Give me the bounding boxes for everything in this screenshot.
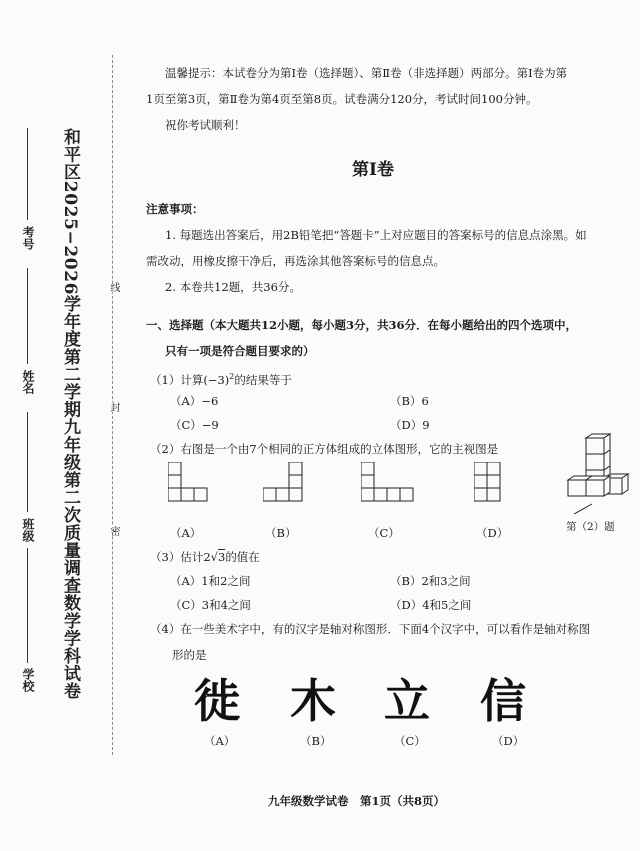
q4-label-c: （C） (394, 734, 426, 748)
seal-char-mi: 密 (108, 526, 119, 536)
tip-line-1: 温馨提示：本试卷分为第Ⅰ卷（选择题）、第Ⅱ卷（非选择题）两部分。第Ⅰ卷为第 (165, 66, 568, 80)
field-exam-no-label: 考号 (21, 226, 35, 250)
q4-char-d: 信 (480, 674, 526, 728)
q2-option-d-label: （D） (476, 526, 509, 540)
seal-char-xian: 线 (108, 282, 119, 292)
q2-option-b-view (263, 462, 303, 522)
q4-char-a: 徙 (194, 674, 240, 728)
field-name-label: 姓名 (21, 370, 35, 394)
q2-solid-figure (562, 432, 634, 514)
q1-option-a: （A）−6 (170, 394, 219, 408)
notes-item-1-line-1: 1. 每题选出答案后，用2B铅笔把“答题卡”上对应题目的答案标号的信息点涂黑。如 (165, 228, 587, 242)
q4-stem-line-2: 形的是 (172, 648, 207, 662)
field-name-line (27, 268, 28, 364)
q3-option-d: （D）4和5之间 (390, 598, 472, 612)
q2-option-c-label: （C） (368, 526, 400, 540)
field-class-label: 班级 (21, 518, 35, 542)
q3-option-b: （B）2和3之间 (390, 574, 471, 588)
q1-stem: （1）计算$(-3)^2$的结果等于 (150, 372, 292, 387)
wish-text: 祝你考试顺利！ (165, 118, 246, 132)
tip-line-2: 1页至第3页，第Ⅱ卷为第4页至第8页。试卷满分120分，考试时间100分钟。 (146, 92, 538, 106)
q4-char-c: 立 (384, 674, 430, 728)
q4-label-a: （A） (204, 734, 236, 748)
section-title: 第Ⅰ卷 (352, 160, 394, 180)
notes-heading: 注意事项： (146, 202, 204, 216)
q4-label-b: （B） (300, 734, 332, 748)
q2-option-d-view (474, 462, 514, 522)
q1-expression: $(-3)^2$ (203, 372, 235, 387)
q2-option-a-label: （A） (170, 526, 202, 540)
q2-stem: （2）右图是一个由7个相同的正方体组成的立体图形，它的主视图是 (150, 442, 499, 456)
field-school-line (27, 548, 28, 663)
notes-item-2: 2. 本卷共12题，共36分。 (165, 280, 301, 294)
part1-title-line-2: 只有一项是符合题目要求的） (165, 344, 315, 358)
q3-stem: （3）估计2√3的值在 (150, 550, 260, 564)
q1-option-b: （B）6 (390, 394, 429, 408)
q4-stem-line-1: （4）在一些美术字中，有的汉字是轴对称图形．下面4个汉字中，可以看作是轴对称图 (150, 622, 591, 636)
field-school-label: 学校 (21, 668, 35, 692)
q2-option-b-label: （B） (265, 526, 297, 540)
exam-title-vertical: 和平区2025−2026学年度第二学期九年级第二次质量调查数学学科试卷 (60, 128, 80, 700)
seal-char-feng: 封 (108, 402, 119, 412)
q2-figure-caption: 第（2）题 (566, 521, 615, 533)
field-exam-no-line (27, 128, 28, 220)
field-class-line (27, 412, 28, 512)
q4-label-d: （D） (492, 734, 525, 748)
q2-option-c-view (361, 462, 421, 522)
page-footer: 九年级数学试卷 第1页（共8页） (268, 794, 446, 808)
q3-expression: 2√3 (203, 550, 226, 564)
q1-option-c: （C）−9 (170, 418, 219, 432)
q3-option-a: （A）1和2之间 (170, 574, 251, 588)
part1-title-line-1: 一、选择题（本大题共12小题，每小题3分，共36分．在每小题给出的四个选项中， (146, 318, 578, 332)
q2-option-a-view (168, 462, 208, 522)
q4-char-b: 木 (290, 674, 336, 728)
q1-option-d: （D）9 (390, 418, 430, 432)
sqrt-symbol: √ (210, 550, 218, 564)
q3-option-c: （C）3和4之间 (170, 598, 251, 612)
notes-item-1-line-2: 需改动，用橡皮擦干净后，再选涂其他答案标号的信息点。 (146, 254, 445, 268)
